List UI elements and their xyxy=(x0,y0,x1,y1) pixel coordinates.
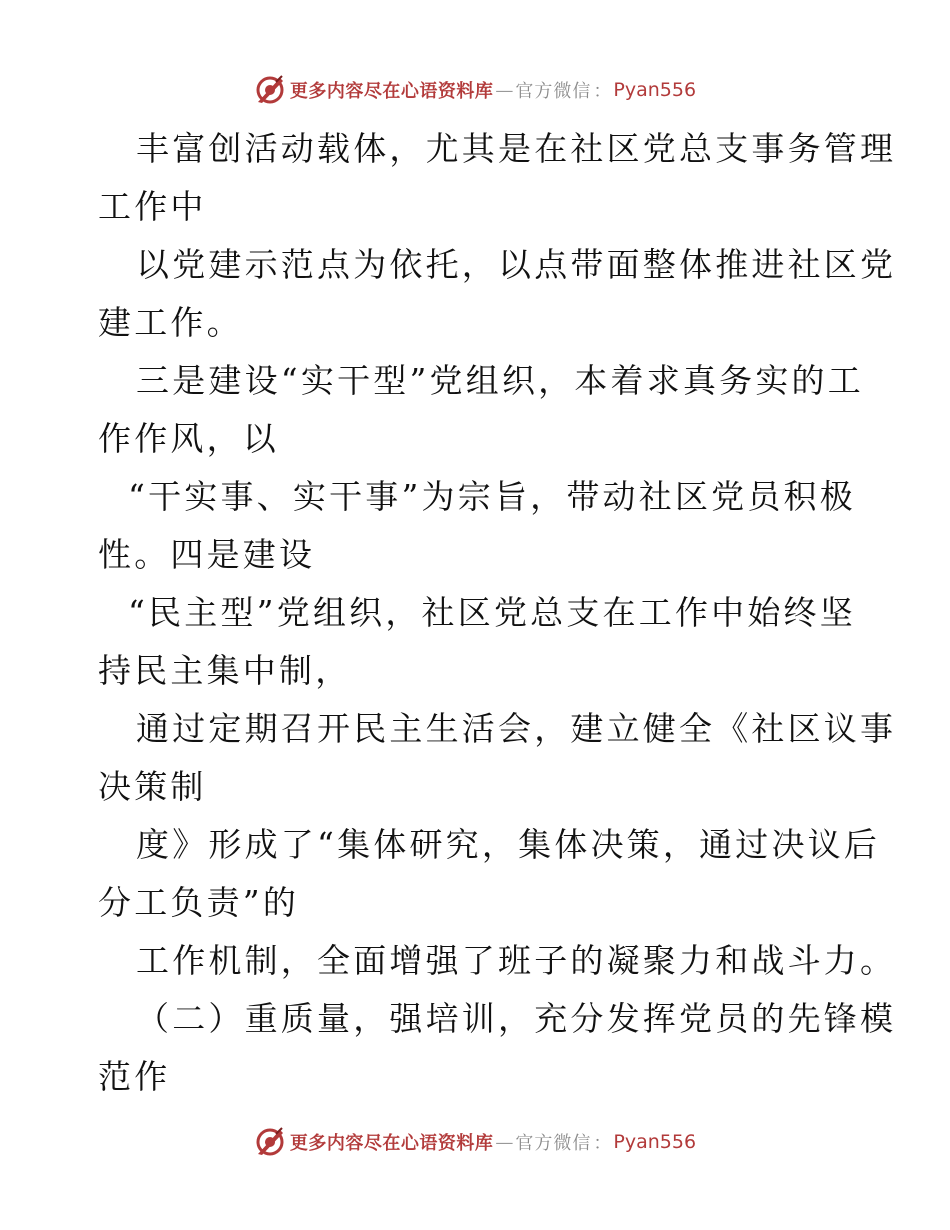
watermark-label: 官方微信 xyxy=(515,1133,592,1154)
watermark-prefix: 更多内容尽在心语资料库 xyxy=(289,1133,494,1154)
text-line: 丰富创活动载体，尤其是在社区党总支事务管理 xyxy=(136,129,897,168)
text-line: 工作中 xyxy=(98,187,207,226)
text-line: 性。四是建设 xyxy=(98,535,316,574)
watermark-id: Pyan556 xyxy=(613,79,697,101)
watermark-separator: ： xyxy=(593,81,612,102)
text-line: 工作机制，全面增强了班子的凝聚力和战斗力。 xyxy=(136,941,897,980)
header-watermark xyxy=(0,70,950,110)
text-line: 持民主集中制， xyxy=(98,651,352,690)
text-line: 决策制 xyxy=(98,767,207,806)
text-line: “民主型”党组织，社区党总支在工作中始终坚 xyxy=(128,593,856,632)
text-line: 范作 xyxy=(98,1057,171,1096)
text-line: 作作风，以 xyxy=(98,419,279,458)
text-line: 以党建示范点为依托，以点带面整体推进社区党 xyxy=(136,245,897,284)
text-line: 建工作。 xyxy=(98,303,243,342)
watermark-separator: ： xyxy=(593,1133,612,1154)
text-line: 三是建设“实干型”党组织，本着求真务实的工 xyxy=(136,361,864,400)
quill-logo-icon xyxy=(254,74,286,106)
watermark-dash: — xyxy=(495,1131,514,1153)
text-line: “干实事、实干事”为宗旨，带动社区党员积极 xyxy=(128,477,856,516)
document-body xyxy=(98,120,897,1106)
text-line: （二）重质量，强培训，充分发挥党员的先锋模 xyxy=(136,999,897,1038)
text-line: 度》形成了“集体研究，集体决策，通过决议后 xyxy=(136,825,881,864)
text-line: 分工负责”的 xyxy=(98,883,300,922)
watermark-id: Pyan556 xyxy=(613,1131,697,1153)
watermark-label: 官方微信 xyxy=(515,81,592,102)
footer-watermark xyxy=(0,1122,950,1162)
text-line: 通过定期召开民主生活会，建立健全《社区议事 xyxy=(136,709,897,748)
watermark-dash: — xyxy=(495,79,514,101)
watermark-prefix: 更多内容尽在心语资料库 xyxy=(289,81,494,102)
quill-logo-icon xyxy=(254,1126,286,1158)
